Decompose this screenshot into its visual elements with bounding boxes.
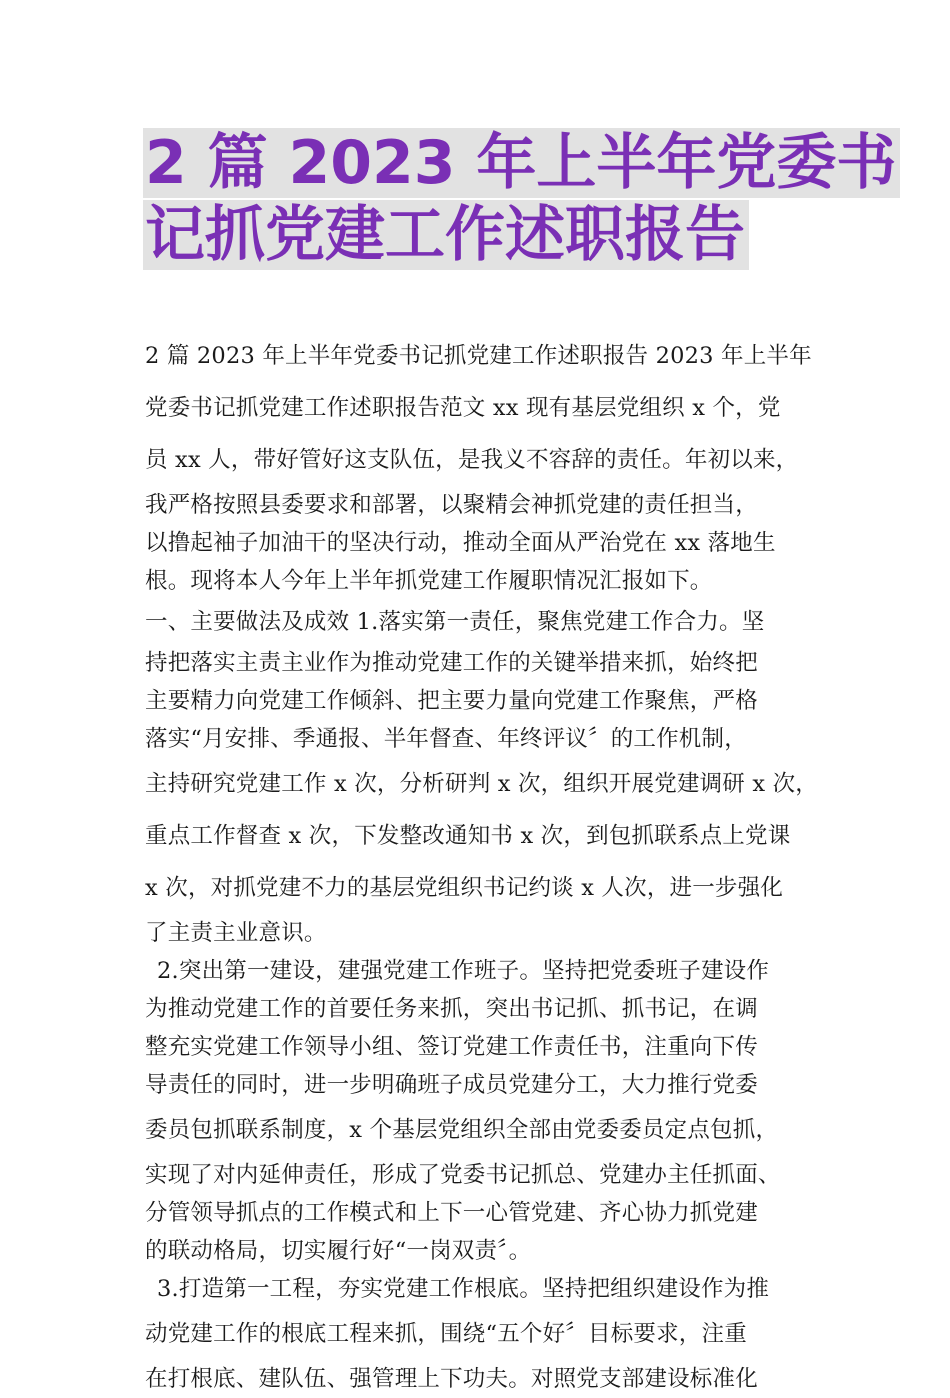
document-body [145,330,818,1398]
title-line: 2 篇 2023 年上半年党委书 [143,128,900,198]
body-line: 在打根底、建队伍、强管理上下功夫。对照党支部建设标准化 [145,1366,758,1392]
body-line: 我严格按照县委要求和部署，以聚精会神抓党建的责任担当， [145,492,758,518]
body-line: 为推动党建工作的首要任务来抓，突出书记抓、抓书记，在调 [145,996,758,1022]
body-line: 一、主要做法及成效 1.落实第一责任，聚焦党建工作合力。坚 [145,609,765,635]
body-line: 根。现将本人今年上半年抓党建工作履职情况汇报如下。 [145,568,713,594]
document-title [143,128,897,272]
body-line: 分管领导抓点的工作模式和上下一心管党建、齐心协力抓党建 [145,1200,758,1226]
body-line: 员 xx 人，带好管好这支队伍，是我义不容辞的责任。年初以来， [145,447,799,473]
body-line: 3.打造第一工程，夯实党建工作根底。坚持把组织建设作为推 [157,1276,770,1302]
body-line: 主持研究党建工作 x 次，分析研判 x 次，组织开展党建调研 x 次， [145,771,818,797]
body-line: 主要精力向党建工作倾斜、把主要力量向党建工作聚焦，严格 [145,688,758,714]
body-line: 2.突出第一建设，建强党建工作班子。坚持把党委班子建设作 [157,958,770,984]
body-line: 党委书记抓党建工作述职报告范文 xx 现有基层党组织 x 个，党 [145,395,781,421]
body-line: 的联动格局，切实履行好“一岗双责〞。 [145,1238,532,1264]
body-line: 导责任的同时，进一步明确班子成员党建分工，大力推行党委 [145,1072,758,1098]
body-line: 了主责主业意识。 [145,920,327,946]
body-line: 动党建工作的根底工程来抓，围绕“五个好〞目标要求，注重 [145,1321,747,1347]
body-line: 落实“月安排、季通报、半年督查、年终评议〞的工作机制， [145,726,747,752]
body-line: 以撸起袖子加油干的坚决行动，推动全面从严治党在 xx 落地生 [145,530,776,556]
body-line: 实现了对内延伸责任，形成了党委书记抓总、党建办主任抓面、 [145,1162,781,1188]
body-line: 持把落实主责主业作为推动党建工作的关键举措来抓，始终把 [145,650,758,676]
title-line: 记抓党建工作述职报告 [143,200,749,270]
body-line: x 次，对抓党建不力的基层党组织书记约谈 x 人次，进一步强化 [145,875,784,901]
body-line: 重点工作督查 x 次，下发整改通知书 x 次，到包抓联系点上党课 [145,823,791,849]
body-line: 2 篇 2023 年上半年党委书记抓党建工作述职报告 2023 年上半年 [145,343,812,369]
body-line: 委员包抓联系制度，x 个基层党组织全部由党委委员定点包抓， [145,1117,779,1143]
body-line: 整充实党建工作领导小组、签订党建工作责任书，注重向下传 [145,1034,758,1060]
